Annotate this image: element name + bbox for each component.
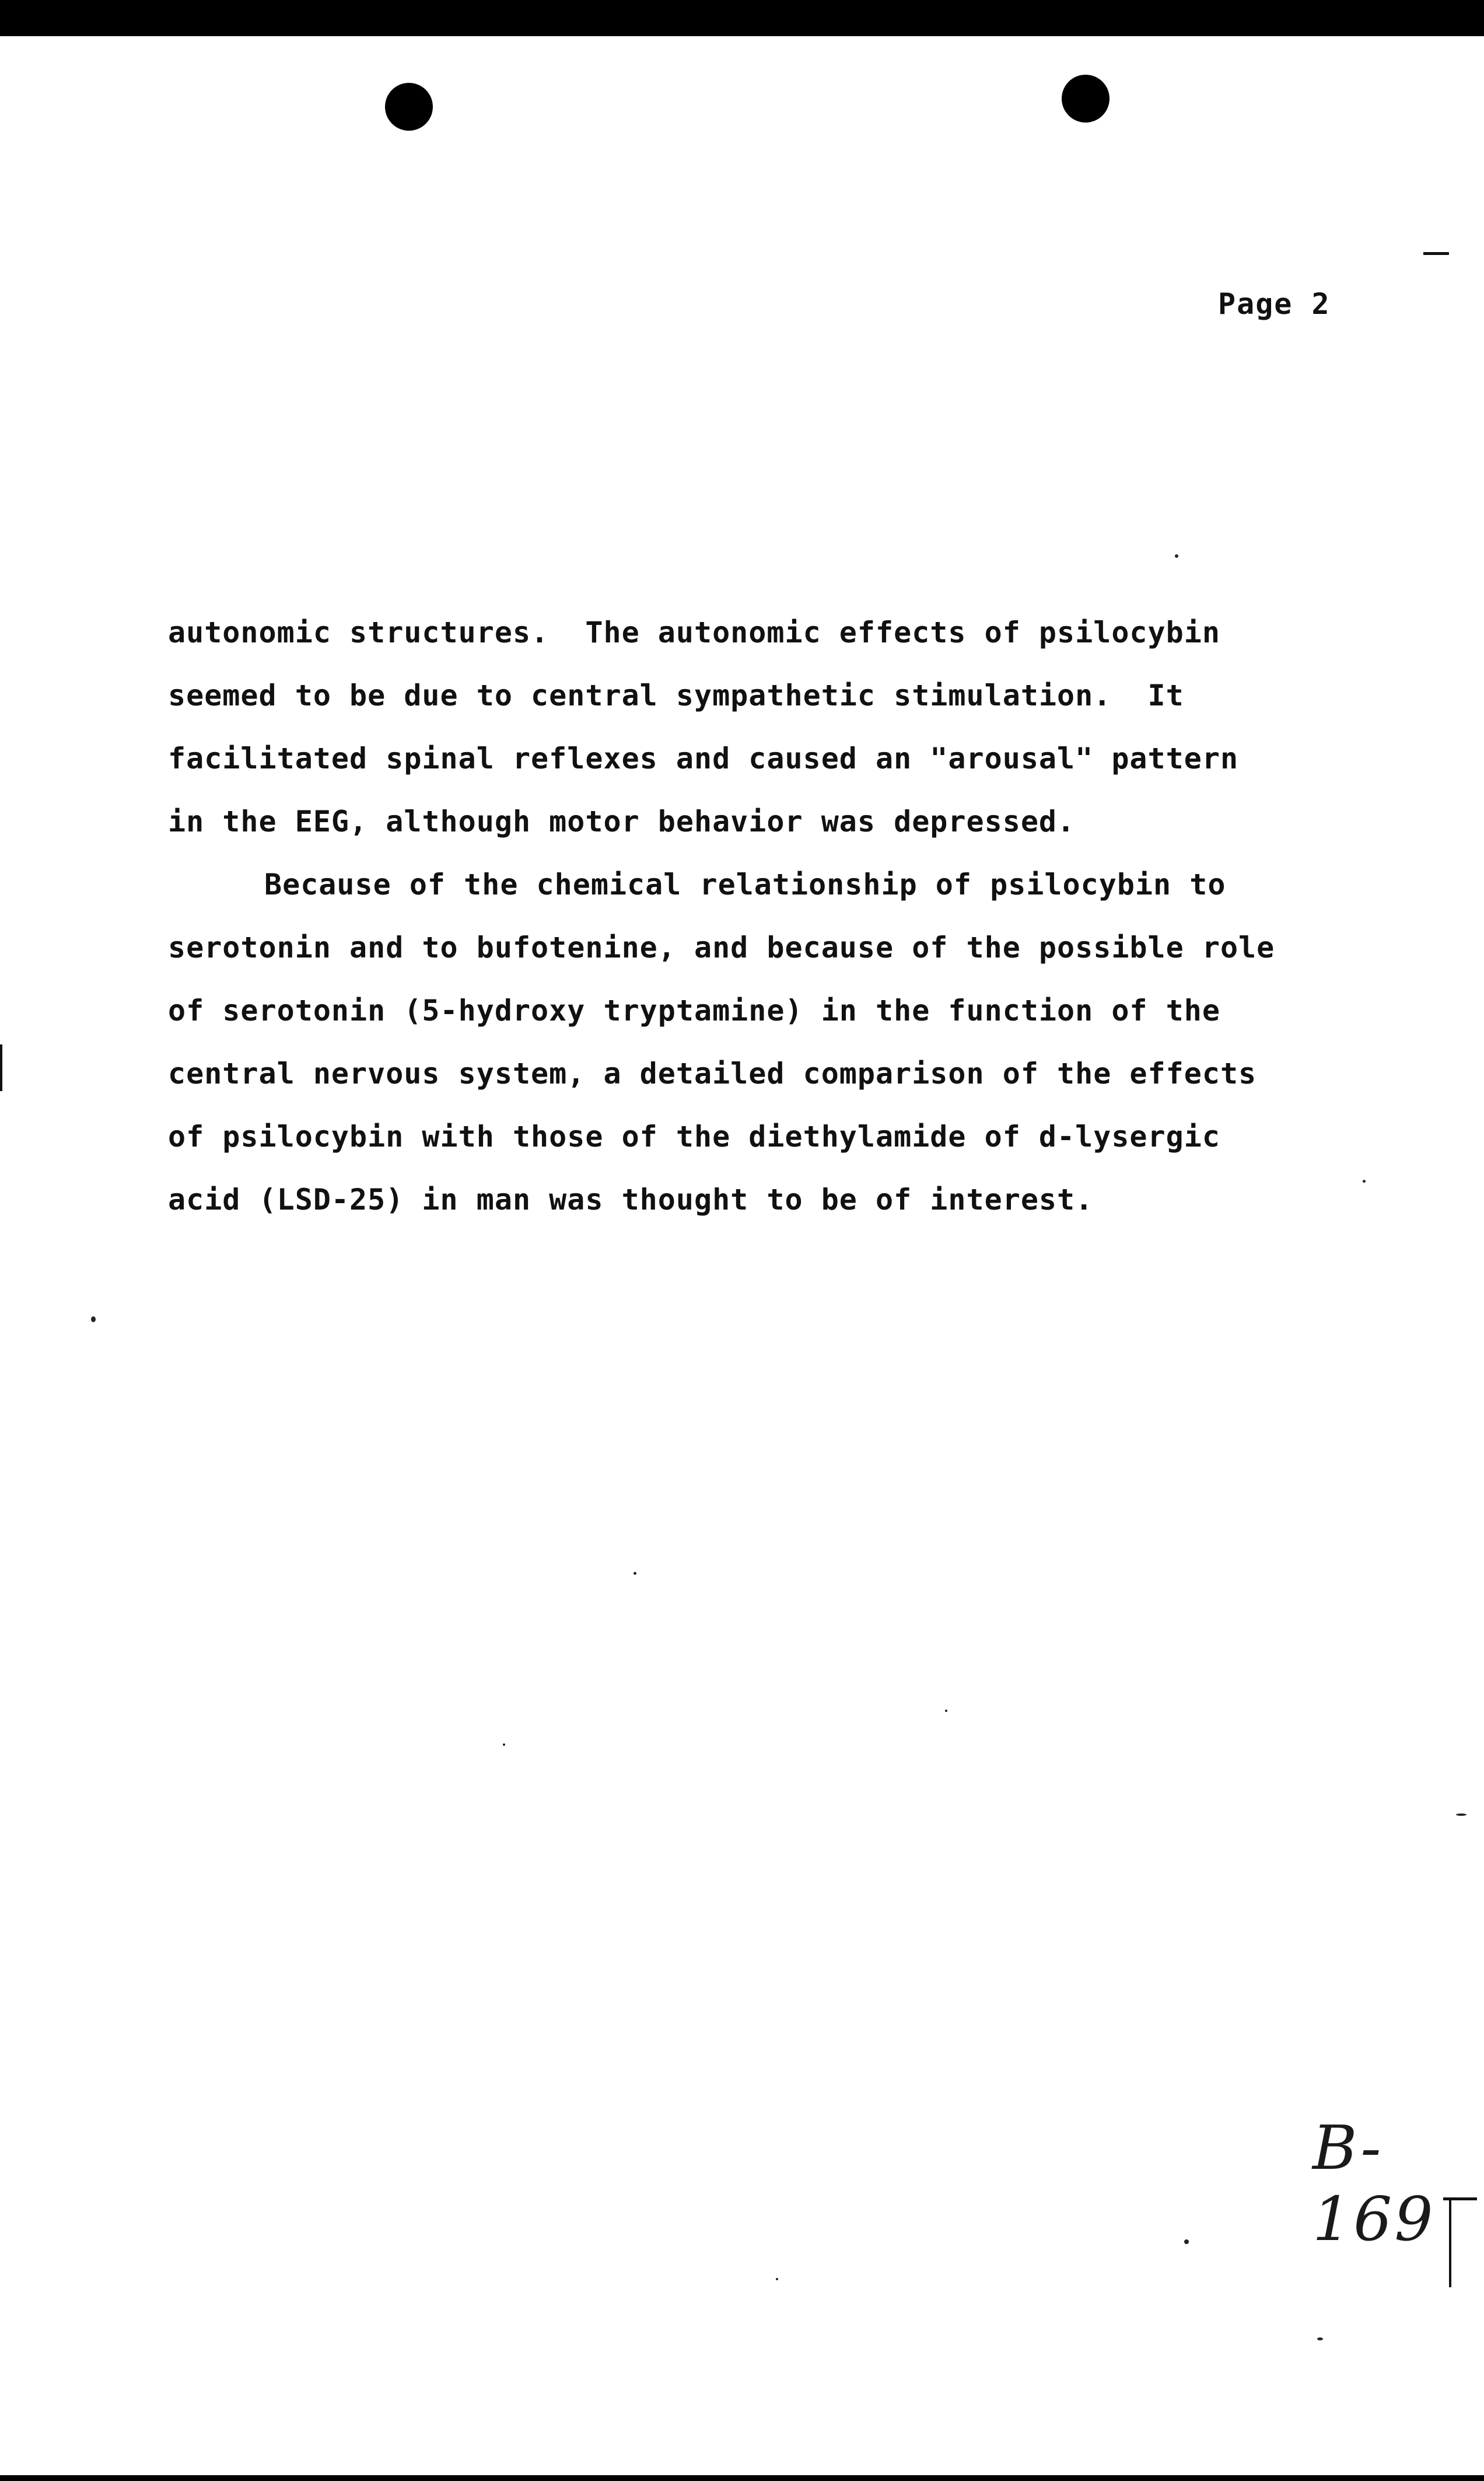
scan-speck [945,1710,947,1712]
scan-bottom-border [0,2475,1484,2481]
text-line: in the EEG, although motor behavior was depressed. [168,805,1076,838]
scan-margin-mark [1423,252,1449,255]
scan-margin-mark [1443,2197,1477,2200]
text-line: acid (LSD-25) in man was thought to be of interest. [168,1183,1094,1217]
scan-speck [503,1743,505,1746]
scan-speck [1175,554,1178,558]
paragraph-2 [168,853,1370,1231]
scan-speck [1317,2337,1323,2340]
scan-speck [634,1572,636,1575]
scan-margin-mark [1449,2200,1451,2287]
paragraph-1 [168,601,1370,853]
text-line: serotonin and to bufotenine, and because of the possible role [168,931,1275,965]
text-line: Because of the chemical relationship of psilocybin to [264,868,1226,901]
page-number: Page 2 [1218,287,1331,321]
scan-margin-mark [0,1044,2,1091]
text-line: of serotonin (5-hydroxy tryptamine) in the function of the [168,994,1220,1028]
punch-hole-right [1062,75,1110,123]
text-line: central nervous system, a detailed comparison of the effects [168,1057,1257,1091]
scan-speck [91,1316,96,1322]
scan-speck [1363,1180,1366,1183]
document-body [168,601,1370,1231]
text-line: autonomic structures. The autonomic effects of psilocybin [168,616,1220,649]
scan-speck [1184,2239,1189,2244]
handwritten-document-number: B-169 [1312,2112,1436,2255]
text-line: facilitated spinal reflexes and caused an "arousal" pattern [168,742,1239,775]
text-line: of psilocybin with those of the diethylamide of d-lysergic [168,1120,1220,1154]
punch-hole-left [385,83,433,131]
scan-speck [1456,1813,1466,1816]
scan-speck [776,2278,778,2280]
scan-top-border [0,0,1484,36]
text-line: seemed to be due to central sympathetic stimulation. It [168,679,1184,712]
